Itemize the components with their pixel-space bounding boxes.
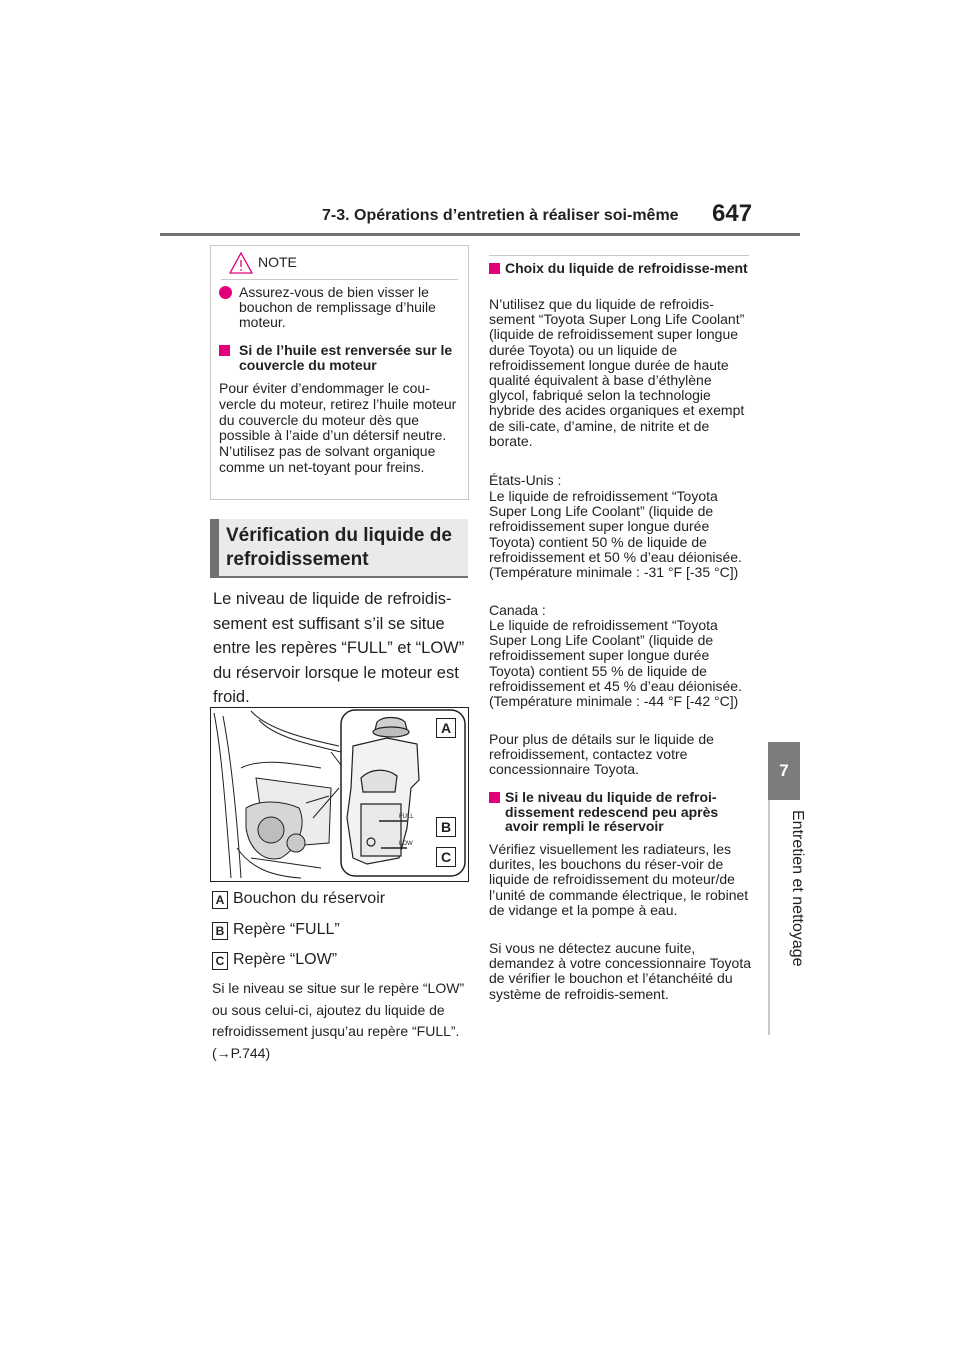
section-heading-bar — [210, 519, 219, 578]
section-intro: Le niveau de liquide de refroidis-sement est suffisant s’il se situe entre les repères “FULL” et “LOW” du réservoir lorsque le moteur est froid. — [213, 590, 465, 706]
callout-b: B — [436, 817, 456, 837]
note-header — [211, 246, 468, 276]
full-mark-text: FULL — [399, 814, 414, 820]
canada-body: Le liquide de refroidissement “Toyota Super Long Life Coolant” (liquide de refroidissement super longue durée Toyota) contient 55 % de liquide de refroidissement et 45 % d’eau déionisée. (Température minimale : -44 °F [-42 °C]) — [489, 617, 742, 710]
legend-item-b — [212, 921, 472, 943]
legend-key-c: C — [212, 952, 228, 970]
page-reference-link[interactable]: P.744) — [230, 1044, 271, 1061]
coolant-choice-heading-text: Choix du liquide de refroidisse-ment — [505, 260, 748, 276]
usa-label: États-Unis : — [489, 472, 562, 488]
coolant-reservoir-illustration — [210, 707, 469, 882]
page-number: 647 — [712, 200, 753, 227]
chapter-number: 7 — [779, 761, 789, 780]
section-header-title: 7-3. Opérations d’entretien à réaliser soi-même — [322, 207, 679, 224]
low-mark-text: LOW — [399, 841, 413, 847]
fill-instruction — [212, 978, 470, 1064]
note-subheading-text: Si de l’huile est renversée sur le couvercle du moteur — [239, 342, 453, 373]
canada-label: Canada : — [489, 602, 546, 618]
legend-key-b: B — [212, 922, 228, 940]
level-drop-body: Vérifiez visuellement les radiateurs, les durites, les bouchons du réser-voir de liquide de refroidissement du moteur/de l’unité de commande électrique, le robinet de vidange et la pompe à eau. — [489, 841, 749, 918]
legend-item-a — [212, 890, 472, 912]
chapter-label-container — [782, 810, 806, 1030]
bullet-dot-icon — [219, 286, 232, 299]
callout-c: C — [436, 847, 456, 867]
note-bullet-text: Assurez-vous de bien visser le bouchon de remplissage d’huile moteur. — [239, 284, 436, 330]
note-box — [210, 245, 469, 500]
section-heading — [210, 519, 468, 578]
legend-text-c: Repère “LOW” — [233, 951, 338, 968]
level-drop-body-2: Si vous ne détectez aucune fuite, demandez à votre concessionnaire Toyota de vérifier le bouchon et l’étanchéité du système de refroidis-sement. — [489, 940, 752, 1002]
chapter-tab[interactable] — [768, 742, 800, 800]
engine-bay-drawing — [211, 708, 468, 881]
callout-a: A — [436, 718, 456, 738]
legend-item-c — [212, 951, 472, 973]
legend-key-a: A — [212, 891, 228, 909]
square-bullet-icon — [489, 792, 500, 803]
warning-triangle-icon — [229, 252, 253, 274]
square-bullet-icon — [489, 263, 500, 274]
coolant-details: Pour plus de détails sur le liquide de refroidissement, contactez votre concessionnaire Toyota. — [489, 731, 714, 778]
coolant-choice-body: N’utilisez que du liquide de refroidis-sement “Toyota Super Long Life Coolant” (liquide de refroidissement super longue durée Toyota) ou un liquide de refroidissement longue durée de haute qualité équivalent à base d’éthylène glycol, fabriqué selon la technologie hybride des acides organiques et exempt de sili-cate, d’amine, de nitrite et de borate. — [489, 296, 745, 449]
section-heading-text: Vérification du liquide de refroidissement — [226, 525, 452, 570]
square-bullet-icon — [219, 345, 230, 356]
note-title: NOTE — [258, 254, 297, 270]
arrow-icon: → — [216, 1044, 231, 1061]
right-column-divider — [489, 255, 749, 256]
usa-body: Le liquide de refroidissement “Toyota Super Long Life Coolant” (liquide de refroidissement super longue durée Toyota) contient 50 % de liquide de refroidissement et 50 % d’eau déionisée. (Température minimale : -31 °F [-35 °C]) — [489, 488, 742, 581]
note-divider — [221, 279, 458, 280]
fill-instruction-text: Si le niveau se situe sur le repère “LOW” ou sous celui-ci, ajoutez du liquide de refroidissement jusqu’au repère “FULL”. ( — [212, 980, 465, 1061]
chapter-tab-rule — [768, 800, 770, 1035]
level-drop-heading-text: Si le niveau du liquide de refroi-dissement redescend peu après avoir rempli le réservoir — [505, 789, 719, 834]
legend-text-a: Bouchon du réservoir — [233, 890, 386, 907]
chapter-label: Entretien et nettoyage — [789, 810, 806, 967]
legend-text-b: Repère “FULL” — [233, 921, 340, 938]
header-divider — [160, 233, 800, 236]
note-body: Pour éviter d’endommager le cou-vercle du moteur, retirez l’huile moteur du couvercle du moteur dès que possible à l’aide d’un détersif neutre. N’utilisez pas de solvant organique comme un net-toyant pour freins. — [219, 380, 457, 475]
